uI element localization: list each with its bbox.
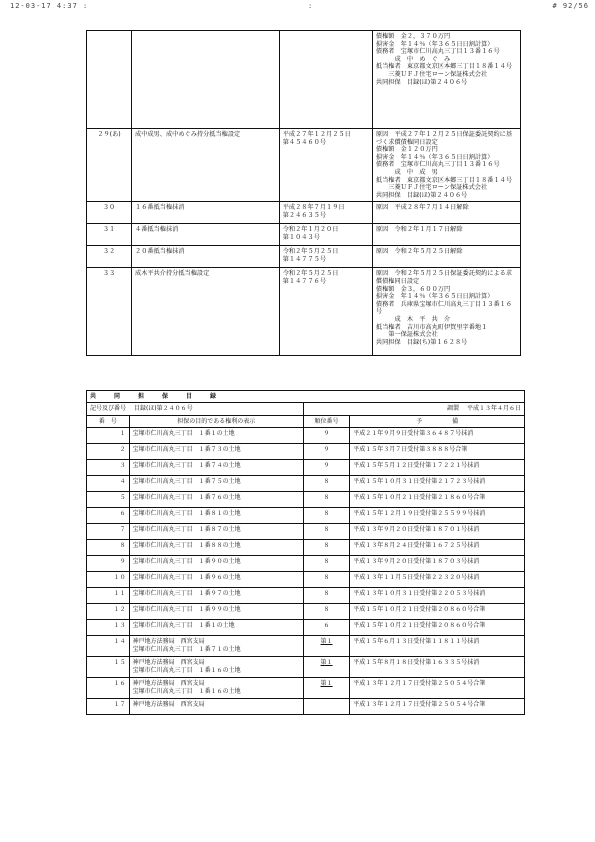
collateral-no-text: ８ bbox=[119, 542, 126, 550]
collateral-rank bbox=[303, 699, 349, 715]
collateral-note-text: 平成１５年１０月２１日受付第２０８６０号合筆 bbox=[353, 606, 486, 614]
entry-number bbox=[87, 129, 132, 202]
collateral-property-text: 宝塚市仁川高丸三丁目 １番９７の土地 bbox=[132, 590, 241, 598]
collateral-property-text: 神戸地方法務局 西宮支局 宝塚市仁川高丸三丁目 １番１６の土地 bbox=[132, 659, 241, 674]
collateral-note-text: 平成１３年９月２０日受付第１８７０３号抹消 bbox=[353, 558, 480, 566]
collateral-note bbox=[350, 476, 525, 492]
collateral-property-text: 宝塚市仁川高丸三丁目 １番８１の土地 bbox=[132, 510, 241, 518]
collateral-rank bbox=[303, 556, 349, 572]
entry-number bbox=[87, 246, 132, 268]
collateral-row bbox=[87, 604, 525, 620]
collateral-no-text: ７ bbox=[119, 526, 126, 534]
code-value: 目録(ほ)第２４０６号 bbox=[133, 405, 193, 413]
rights-row bbox=[87, 31, 521, 129]
entry-cause-text: 原因 令和２年５月２５日保証委託契約による求償債権同日設定 債権額 金３，６００万円 損害金 年１４％（年３６５日日割計算） 債務者 兵庫県宝塚市仁川高丸三丁目１３番１６号 成 木 平 共 介 抵当権者 吉川市高丸町伊賀里字番地１ 第一保証株式会社 共同担保 目録(ち)第１６２８号 bbox=[375, 270, 513, 346]
collateral-no-text: １５ bbox=[113, 659, 126, 667]
entry-number-text: ３０ bbox=[102, 204, 116, 212]
rights-row bbox=[87, 129, 521, 202]
collateral-note-text: 平成１３年１２月１７日受付第２５０５４号合筆 bbox=[353, 701, 486, 709]
collateral-property-text: 宝塚市仁川高丸三丁目 １番８７の土地 bbox=[132, 526, 241, 534]
collateral-rank bbox=[303, 428, 349, 444]
collateral-no-text: １７ bbox=[113, 701, 126, 709]
rights-row bbox=[87, 202, 521, 224]
collateral-property-text: 宝塚市仁川高丸三丁目 １番７３の土地 bbox=[132, 446, 241, 454]
entry-cause bbox=[372, 224, 520, 246]
collateral-note-text: 平成１３年１１月５日受付第２２３２０号抹消 bbox=[353, 574, 480, 582]
collateral-rank bbox=[303, 508, 349, 524]
entry-number-text: ３３ bbox=[102, 270, 116, 278]
entry-number bbox=[87, 202, 132, 224]
collateral-property bbox=[129, 657, 303, 678]
entry-purpose bbox=[132, 224, 280, 246]
collateral-no-text: ６ bbox=[119, 510, 126, 518]
collateral-no-text: １ bbox=[119, 430, 126, 438]
collateral-property-text: 宝塚市仁川高丸三丁目 １番７４の土地 bbox=[132, 462, 241, 470]
entry-receipt bbox=[279, 202, 372, 224]
entry-cause bbox=[372, 202, 520, 224]
entry-purpose bbox=[132, 246, 280, 268]
entry-receipt-text: 令和２年１月２０日 第１０４３号 bbox=[282, 226, 339, 241]
collateral-note-text: 平成１５年３月７日受付第３８８８号合筆 bbox=[353, 446, 468, 454]
collateral-property bbox=[129, 444, 303, 460]
collateral-rank bbox=[303, 476, 349, 492]
collateral-row bbox=[87, 492, 525, 508]
entry-receipt bbox=[279, 224, 372, 246]
collateral-rank bbox=[303, 444, 349, 460]
collateral-property-text: 神戸地方法務局 西宮支局 宝塚市仁川高丸三丁目 １番７１の土地 bbox=[132, 638, 241, 653]
collateral-note bbox=[350, 428, 525, 444]
collateral-no-text: １１ bbox=[113, 590, 126, 598]
collateral-rank-text: ８ bbox=[323, 590, 330, 598]
entry-number bbox=[87, 224, 132, 246]
collateral-rank-text: ８ bbox=[323, 478, 330, 486]
entry-cause bbox=[372, 129, 520, 202]
collateral-property bbox=[129, 428, 303, 444]
entry-cause-text: 債権額 金２，３７０万円 損害金 年１４％（年３６５日日割計算） 債務者 宝塚市仁川高丸三丁目１３番１６号 成 中 め ぐ み 抵当権者 東京都文京区本郷三丁目１８番１４号 三菱ＵＦＪ住宅ローン保証株式会社 共同担保 目録(ほ)第２４０６号 bbox=[375, 33, 513, 86]
collateral-rank bbox=[303, 604, 349, 620]
collateral-note bbox=[350, 572, 525, 588]
entry-number bbox=[87, 31, 132, 129]
collateral-row bbox=[87, 636, 525, 657]
collateral-property bbox=[129, 556, 303, 572]
collateral-property bbox=[129, 492, 303, 508]
code-label-cell bbox=[87, 403, 304, 415]
collateral-row bbox=[87, 556, 525, 572]
collateral-no-text: １６ bbox=[113, 680, 126, 688]
collateral-property bbox=[129, 508, 303, 524]
collateral-no bbox=[87, 476, 130, 492]
collateral-no bbox=[87, 588, 130, 604]
collateral-property bbox=[129, 620, 303, 636]
collateral-note-text: 平成１５年１０月３１日受付第２１７２３号抹消 bbox=[353, 478, 486, 486]
collateral-property-text: 宝塚市仁川高丸三丁目 １番９０の土地 bbox=[132, 558, 241, 566]
collateral-row bbox=[87, 444, 525, 460]
collateral-rank bbox=[303, 572, 349, 588]
collateral-no bbox=[87, 678, 130, 699]
date-label: 調製 bbox=[447, 405, 460, 413]
collateral-property bbox=[129, 636, 303, 657]
collateral-no bbox=[87, 460, 130, 476]
fax-header-mid: : bbox=[308, 2, 314, 10]
rights-row bbox=[87, 268, 521, 356]
collateral-rank-text: 第１ bbox=[320, 659, 333, 667]
collateral-property bbox=[129, 604, 303, 620]
collateral-property-text: 宝塚市仁川高丸三丁目 １番１の土地 bbox=[132, 622, 235, 630]
collateral-note-text: 平成１３年１２月１７日受付第２５０５４号合筆 bbox=[353, 680, 486, 688]
collateral-title: 共 同 担 保 目 録 bbox=[87, 391, 525, 403]
collateral-no-text: ４ bbox=[119, 478, 126, 486]
collateral-note bbox=[350, 540, 525, 556]
collateral-rank-text: 第１ bbox=[320, 638, 333, 646]
entry-purpose-text: ２０番抵当権抹消 bbox=[135, 248, 185, 256]
entry-purpose bbox=[132, 31, 280, 129]
entry-number-text: ３１ bbox=[102, 226, 116, 234]
collateral-row bbox=[87, 572, 525, 588]
collateral-no bbox=[87, 556, 130, 572]
collateral-row bbox=[87, 588, 525, 604]
col-header-rank: 順位番号 bbox=[303, 415, 349, 427]
collateral-note-text: 平成１５年１２月１９日受付第２５５９９号抹消 bbox=[353, 510, 486, 518]
collateral-no bbox=[87, 444, 130, 460]
entry-cause-text: 原因 平成２７年１２月２５日保証委託契約に基づく求償債権同日設定 債権額 金１２０万円 損害金 年１４％（年３６５日日割計算） 債務者 宝塚市仁川高丸三丁目１３番１６号 成 中 成 男 抵当権者 東京都文京区本郷三丁目１８番１４号 三菱ＵＦＪ住宅ローン保証株式会社 共同担保 目録(ほ)第２４０６号 bbox=[375, 131, 513, 199]
collateral-note bbox=[350, 588, 525, 604]
collateral-note-text: 平成１５年８月１８日受付第１６３３５号抹消 bbox=[353, 659, 480, 667]
entry-number-text: ３２ bbox=[102, 248, 116, 256]
rights-table bbox=[86, 30, 521, 356]
collateral-property bbox=[129, 572, 303, 588]
collateral-property-text: 宝塚市仁川高丸三丁目 １番９６の土地 bbox=[132, 574, 241, 582]
collateral-note-text: 平成１５年１０月２１日受付第２０８６０号合筆 bbox=[353, 622, 486, 630]
collateral-rank bbox=[303, 460, 349, 476]
entry-number-text: ２９(あ) bbox=[97, 131, 121, 138]
collateral-property-text: 宝塚市仁川高丸三丁目 １番７５の土地 bbox=[132, 478, 241, 486]
entry-cause-text: 原因 平成２８年７月１４日解除 bbox=[375, 204, 469, 212]
collateral-rank-text: ９ bbox=[323, 446, 330, 454]
entry-receipt bbox=[279, 246, 372, 268]
collateral-no bbox=[87, 508, 130, 524]
collateral-property bbox=[129, 540, 303, 556]
entry-purpose-text: １６番抵当権抹消 bbox=[135, 204, 185, 212]
collateral-no-text: １０ bbox=[113, 574, 126, 582]
collateral-property bbox=[129, 678, 303, 699]
rights-row bbox=[87, 246, 521, 268]
collateral-rank bbox=[303, 492, 349, 508]
collateral-rank-text: ８ bbox=[323, 574, 330, 582]
collateral-note-text: 平成２１年９月９日受付第３６４８７号抹消 bbox=[353, 430, 474, 438]
collateral-rank-text: ８ bbox=[323, 510, 330, 518]
collateral-no-text: ３ bbox=[119, 462, 126, 470]
fax-header-left: 12-03-17 4:37 : bbox=[10, 2, 89, 10]
collateral-note bbox=[350, 492, 525, 508]
collateral-rank bbox=[303, 678, 349, 699]
entry-purpose bbox=[132, 268, 280, 356]
collateral-rank bbox=[303, 540, 349, 556]
collateral-property-text: 宝塚市仁川高丸三丁目 １番９９の土地 bbox=[132, 606, 241, 614]
collateral-row bbox=[87, 699, 525, 715]
collateral-row bbox=[87, 540, 525, 556]
collateral-note-text: 平成１５年６月１３日受付第１１８１１号抹消 bbox=[353, 638, 480, 646]
collateral-row bbox=[87, 460, 525, 476]
date-cell bbox=[303, 403, 524, 415]
entry-cause bbox=[372, 31, 520, 129]
entry-purpose bbox=[132, 202, 280, 224]
col-header-note: 予 備 bbox=[350, 415, 525, 427]
collateral-no bbox=[87, 620, 130, 636]
collateral-rank-text: ８ bbox=[323, 606, 330, 614]
collateral-note-text: 平成１５年５月１２日受付第１７２２１号抹消 bbox=[353, 462, 480, 470]
collateral-note bbox=[350, 556, 525, 572]
collateral-rank-text: ８ bbox=[323, 494, 330, 502]
collateral-note bbox=[350, 657, 525, 678]
collateral-rank bbox=[303, 588, 349, 604]
collateral-row bbox=[87, 428, 525, 444]
entry-cause-text: 原因 令和２年１月１７日解除 bbox=[375, 226, 463, 234]
collateral-property-text: 宝塚市仁川高丸三丁目 １番７６の土地 bbox=[132, 494, 241, 502]
collateral-property bbox=[129, 476, 303, 492]
collateral-no bbox=[87, 428, 130, 444]
entry-receipt-text: 平成２８年７月１９日 第２４６３５号 bbox=[282, 204, 345, 219]
collateral-no bbox=[87, 657, 130, 678]
collateral-rank bbox=[303, 636, 349, 657]
joint-collateral-table bbox=[86, 390, 525, 715]
collateral-property bbox=[129, 460, 303, 476]
collateral-no-text: １４ bbox=[113, 638, 126, 646]
entry-receipt-text: 令和２年５月２５日 第１４７７６号 bbox=[282, 270, 339, 285]
col-header-property: 担保の目的である権利の表示 bbox=[129, 415, 303, 427]
collateral-no-text: ２ bbox=[119, 446, 126, 454]
collateral-rank-text: ８ bbox=[323, 542, 330, 550]
collateral-note bbox=[350, 460, 525, 476]
collateral-no bbox=[87, 572, 130, 588]
entry-purpose bbox=[132, 129, 280, 202]
collateral-note-text: 平成１５年１０月２１日受付第２１８６０号合筆 bbox=[353, 494, 486, 502]
entry-receipt-text: 平成２７年１２月２５日 第４５４６０号 bbox=[282, 131, 351, 146]
collateral-row bbox=[87, 524, 525, 540]
collateral-property bbox=[129, 524, 303, 540]
collateral-note-text: 平成１３年８月２４日受付第１６７２５号抹消 bbox=[353, 542, 480, 550]
collateral-no bbox=[87, 524, 130, 540]
collateral-rank bbox=[303, 657, 349, 678]
collateral-no bbox=[87, 492, 130, 508]
entry-cause bbox=[372, 268, 520, 356]
entry-purpose-text: ４番抵当権抹消 bbox=[135, 226, 179, 234]
collateral-no bbox=[87, 540, 130, 556]
entry-cause bbox=[372, 246, 520, 268]
collateral-property bbox=[129, 699, 303, 715]
collateral-rank-text: ９ bbox=[323, 462, 330, 470]
collateral-property-text: 宝塚市仁川高丸三丁目 １番１の土地 bbox=[132, 430, 235, 438]
collateral-note bbox=[350, 620, 525, 636]
collateral-property bbox=[129, 588, 303, 604]
collateral-rank-text: ６ bbox=[323, 622, 330, 630]
collateral-no-text: １３ bbox=[113, 622, 126, 630]
collateral-no bbox=[87, 636, 130, 657]
collateral-rank-text: ８ bbox=[323, 526, 330, 534]
collateral-note bbox=[350, 604, 525, 620]
collateral-note bbox=[350, 524, 525, 540]
fax-header-right: # 92/56 bbox=[552, 2, 589, 10]
rights-row bbox=[87, 224, 521, 246]
collateral-note-text: 平成１３年１０月３１日受付第２２０５３号抹消 bbox=[353, 590, 486, 598]
collateral-property-text: 神戸地方法務局 西宮支局 宝塚市仁川高丸三丁目 １番１６の土地 bbox=[132, 680, 241, 695]
collateral-rank bbox=[303, 524, 349, 540]
collateral-note bbox=[350, 636, 525, 657]
entry-purpose-text: 成木平共介持分抵当権設定 bbox=[135, 270, 210, 278]
collateral-row bbox=[87, 476, 525, 492]
collateral-row bbox=[87, 657, 525, 678]
collateral-row bbox=[87, 620, 525, 636]
collateral-rank bbox=[303, 620, 349, 636]
collateral-no bbox=[87, 699, 130, 715]
collateral-no-text: ９ bbox=[119, 558, 126, 566]
date-value: 平成１３年４月６日 bbox=[466, 405, 521, 413]
collateral-note-text: 平成１３年９月２０日受付第１８７０１号抹消 bbox=[353, 526, 480, 534]
collateral-rank-text: 第１ bbox=[320, 680, 333, 688]
collateral-rank-text: ８ bbox=[323, 558, 330, 566]
entry-number bbox=[87, 268, 132, 356]
collateral-no bbox=[87, 604, 130, 620]
entry-purpose-text: 成中成男、成中めぐみ持分抵当権設定 bbox=[135, 131, 241, 138]
collateral-note bbox=[350, 678, 525, 699]
collateral-note bbox=[350, 444, 525, 460]
collateral-row bbox=[87, 678, 525, 699]
collateral-rank-text: ９ bbox=[323, 430, 330, 438]
code-label: 記号及び番号 bbox=[90, 405, 127, 413]
collateral-note bbox=[350, 699, 525, 715]
collateral-property-text: 神戸地方法務局 西宮支局 bbox=[132, 701, 205, 709]
collateral-row bbox=[87, 508, 525, 524]
entry-receipt-text: 令和２年５月２５日 第１４７７５号 bbox=[282, 248, 339, 263]
collateral-property-text: 宝塚市仁川高丸三丁目 １番８８の土地 bbox=[132, 542, 241, 550]
collateral-no-text: ５ bbox=[119, 494, 126, 502]
entry-receipt bbox=[279, 268, 372, 356]
collateral-no-text: １２ bbox=[113, 606, 126, 614]
col-header-no: 番 号 bbox=[87, 415, 130, 427]
entry-cause-text: 原因 令和２年５月２５日解除 bbox=[375, 248, 463, 256]
collateral-note bbox=[350, 508, 525, 524]
entry-receipt bbox=[279, 129, 372, 202]
entry-receipt bbox=[279, 31, 372, 129]
